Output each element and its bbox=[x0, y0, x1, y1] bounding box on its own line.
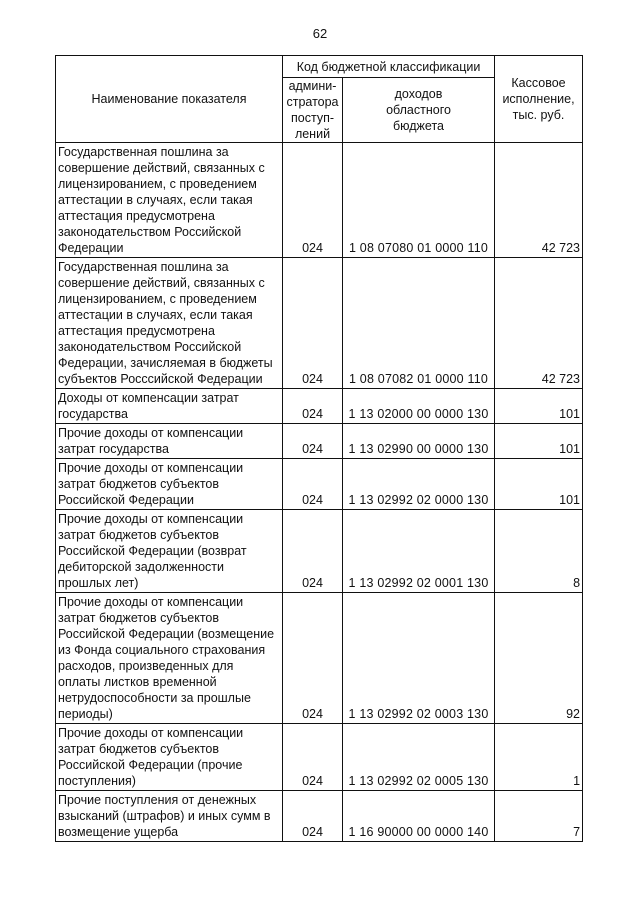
indicator-name-line: лицензированием, с проведением bbox=[58, 177, 257, 191]
indicator-name-line: аттестация предусмотрена bbox=[58, 209, 215, 223]
indicator-name-line: расходов, произведенных для bbox=[58, 659, 234, 673]
indicator-name-line: законодательством Российской bbox=[58, 225, 242, 239]
table-row bbox=[56, 724, 583, 791]
budget-code-cell: 1 08 07082 01 0000 110 bbox=[343, 258, 495, 389]
indicator-name-line: Российской Федерации (возмещение bbox=[58, 627, 275, 641]
indicator-name-line: Прочие доходы от компенсации bbox=[58, 461, 244, 475]
header-classification-code: Код бюджетной классификации bbox=[283, 56, 495, 78]
header-regional-budget-code bbox=[343, 78, 495, 143]
header-admin-line: админи- bbox=[288, 79, 337, 93]
cash-execution-cell: 92 bbox=[495, 593, 583, 724]
indicator-name-cell bbox=[56, 389, 283, 424]
cash-execution-cell: 8 bbox=[495, 510, 583, 593]
page-number: 62 bbox=[312, 26, 328, 41]
revenue-table bbox=[55, 55, 583, 842]
indicator-name-line: оплаты листков временной bbox=[58, 675, 217, 689]
cash-execution-cell: 1 bbox=[495, 724, 583, 791]
header-admin-line: поступ- bbox=[290, 111, 335, 125]
budget-code-cell: 1 13 02992 02 0001 130 bbox=[343, 510, 495, 593]
cash-execution-cell: 101 bbox=[495, 389, 583, 424]
indicator-name-line: Доходы от компенсации затрат bbox=[58, 391, 239, 405]
administrator-code-cell: 024 bbox=[283, 593, 343, 724]
table-row bbox=[56, 459, 583, 510]
table-row bbox=[56, 593, 583, 724]
indicator-name-line: Прочие доходы от компенсации bbox=[58, 512, 244, 526]
table-row bbox=[56, 258, 583, 389]
cash-execution-cell: 7 bbox=[495, 791, 583, 842]
administrator-code-cell: 024 bbox=[283, 724, 343, 791]
indicator-name-line: взысканий (штрафов) и иных сумм в bbox=[58, 809, 271, 823]
indicator-name-line: из Фонда социального страхования bbox=[58, 643, 266, 657]
indicator-name-line: затрат бюджетов субъектов bbox=[58, 611, 219, 625]
header-cash-execution bbox=[495, 56, 583, 143]
indicator-name-line: затрат государства bbox=[58, 442, 169, 456]
header-administrator bbox=[283, 78, 343, 143]
indicator-name-line: Государственная пошлина за bbox=[58, 145, 229, 159]
indicator-name-line: прошлых лет) bbox=[58, 576, 139, 590]
administrator-code-cell: 024 bbox=[283, 424, 343, 459]
budget-code-cell: 1 08 07080 01 0000 110 bbox=[343, 143, 495, 258]
budget-code-cell: 1 13 02992 02 0000 130 bbox=[343, 459, 495, 510]
administrator-code-cell: 024 bbox=[283, 143, 343, 258]
indicator-name-line: аттестации в случаях, если такая bbox=[58, 308, 253, 322]
administrator-code-cell: 024 bbox=[283, 459, 343, 510]
header-value-line: тыс. руб. bbox=[512, 108, 565, 122]
header-admin-line: стратора bbox=[286, 95, 339, 109]
indicator-name-cell bbox=[56, 143, 283, 258]
indicator-name-cell bbox=[56, 593, 283, 724]
indicator-name-line: Российской Федерации (возврат bbox=[58, 544, 247, 558]
indicator-name-line: законодательством Российской bbox=[58, 340, 242, 354]
administrator-code-cell: 024 bbox=[283, 389, 343, 424]
indicator-name-line: затрат бюджетов субъектов bbox=[58, 528, 219, 542]
indicator-name-line: Российской Федерации bbox=[58, 493, 194, 507]
indicator-name-line: нетрудоспособности за прошлые bbox=[58, 691, 251, 705]
table-row bbox=[56, 143, 583, 258]
header-code-line: бюджета bbox=[393, 119, 444, 133]
indicator-name-line: субъектов Росссийской Федерации bbox=[58, 372, 263, 386]
table-row bbox=[56, 510, 583, 593]
table-body bbox=[56, 143, 583, 842]
indicator-name-line: лицензированием, с проведением bbox=[58, 292, 257, 306]
indicator-name-line: Прочие доходы от компенсации bbox=[58, 595, 244, 609]
indicator-name-line: Федерации, зачисляемая в бюджеты bbox=[58, 356, 273, 370]
table-row bbox=[56, 791, 583, 842]
header-name: Наименование показателя bbox=[56, 56, 283, 143]
indicator-name-line: затрат бюджетов субъектов bbox=[58, 742, 219, 756]
indicator-name-cell bbox=[56, 459, 283, 510]
administrator-code-cell: 024 bbox=[283, 791, 343, 842]
indicator-name-line: Прочие доходы от компенсации bbox=[58, 726, 244, 740]
indicator-name-line: Государственная пошлина за bbox=[58, 260, 229, 274]
budget-code-cell: 1 16 90000 00 0000 140 bbox=[343, 791, 495, 842]
indicator-name-line: дебиторской задолженности bbox=[58, 560, 224, 574]
cash-execution-cell: 42 723 bbox=[495, 258, 583, 389]
indicator-name-line: возмещение ущерба bbox=[58, 825, 179, 839]
cash-execution-cell: 101 bbox=[495, 459, 583, 510]
header-admin-line: лений bbox=[294, 127, 331, 141]
administrator-code-cell: 024 bbox=[283, 510, 343, 593]
header-code-line: доходов bbox=[394, 87, 443, 101]
header-code-line: областного bbox=[386, 103, 451, 117]
header-value-line: Кассовое bbox=[511, 76, 566, 90]
cash-execution-cell: 42 723 bbox=[495, 143, 583, 258]
indicator-name-line: Прочие доходы от компенсации bbox=[58, 426, 244, 440]
budget-code-cell: 1 13 02990 00 0000 130 bbox=[343, 424, 495, 459]
indicator-name-line: периоды) bbox=[58, 707, 113, 721]
indicator-name-cell bbox=[56, 258, 283, 389]
indicator-name-line: затрат бюджетов субъектов bbox=[58, 477, 219, 491]
budget-code-cell: 1 13 02000 00 0000 130 bbox=[343, 389, 495, 424]
header-value-line: исполнение, bbox=[502, 92, 575, 106]
indicator-name-line: Федерации bbox=[58, 241, 124, 255]
indicator-name-cell bbox=[56, 791, 283, 842]
cash-execution-cell: 101 bbox=[495, 424, 583, 459]
indicator-name-cell bbox=[56, 724, 283, 791]
indicator-name-line: совершение действий, связанных с bbox=[58, 161, 265, 175]
budget-code-cell: 1 13 02992 02 0003 130 bbox=[343, 593, 495, 724]
budget-code-cell: 1 13 02992 02 0005 130 bbox=[343, 724, 495, 791]
indicator-name-cell bbox=[56, 424, 283, 459]
indicator-name-cell bbox=[56, 510, 283, 593]
table-header bbox=[56, 56, 583, 143]
indicator-name-line: Российской Федерации (прочие bbox=[58, 758, 243, 772]
administrator-code-cell: 024 bbox=[283, 258, 343, 389]
indicator-name-line: Прочие поступления от денежных bbox=[58, 793, 257, 807]
table-row bbox=[56, 389, 583, 424]
indicator-name-line: совершение действий, связанных с bbox=[58, 276, 265, 290]
indicator-name-line: государства bbox=[58, 407, 128, 421]
table-row bbox=[56, 424, 583, 459]
indicator-name-line: аттестации в случаях, если такая bbox=[58, 193, 253, 207]
indicator-name-line: поступления) bbox=[58, 774, 136, 788]
indicator-name-line: аттестация предусмотрена bbox=[58, 324, 215, 338]
